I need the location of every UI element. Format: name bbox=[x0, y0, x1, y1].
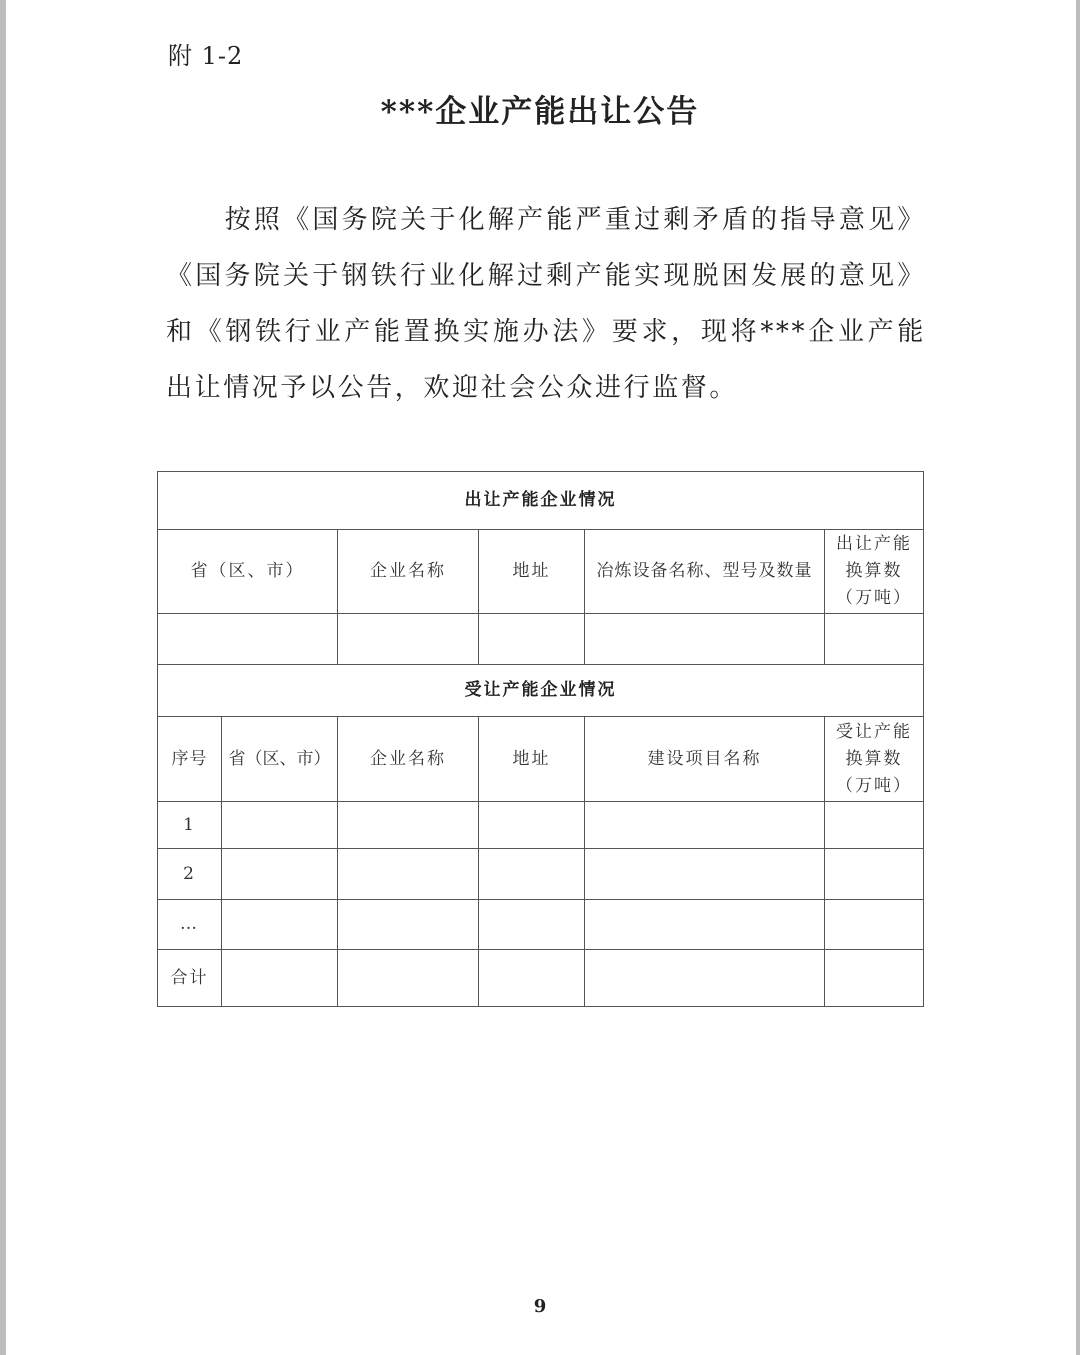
document-title: ***企业产能出让公告 bbox=[380, 94, 700, 130]
receive-cell[interactable] bbox=[338, 950, 479, 1007]
receive-row-total bbox=[158, 950, 924, 1007]
receive-cell[interactable] bbox=[338, 849, 479, 900]
transfer-section-title: 出让产能企业情况 bbox=[158, 472, 924, 530]
receive-cell[interactable] bbox=[222, 900, 338, 950]
receive-cell[interactable] bbox=[825, 802, 924, 849]
receive-cell[interactable] bbox=[585, 849, 825, 900]
transfer-header-province: 省（区、市） bbox=[158, 530, 338, 614]
body-paragraph bbox=[166, 192, 926, 416]
receive-cell[interactable] bbox=[479, 900, 585, 950]
transfer-cell-province[interactable] bbox=[158, 614, 338, 665]
page-number: 9 bbox=[533, 1296, 547, 1317]
receive-cell[interactable] bbox=[222, 849, 338, 900]
receive-cell[interactable] bbox=[825, 950, 924, 1007]
receive-header-project: 建设项目名称 bbox=[585, 717, 825, 802]
transfer-header-row bbox=[158, 530, 924, 614]
receive-cell[interactable] bbox=[585, 802, 825, 849]
row-label-1: 1 bbox=[158, 802, 222, 849]
transfer-cell-company[interactable] bbox=[338, 614, 479, 665]
transfer-header-address: 地址 bbox=[479, 530, 585, 614]
receive-header-index: 序号 bbox=[158, 717, 222, 802]
row-label-2: 2 bbox=[158, 849, 222, 900]
capacity-transfer-table bbox=[157, 471, 924, 1007]
row-label-ellipsis: … bbox=[158, 900, 222, 950]
receive-row-ellipsis bbox=[158, 900, 924, 950]
row-label-total: 合计 bbox=[158, 950, 222, 1007]
receive-cell[interactable] bbox=[585, 900, 825, 950]
transfer-capacity-line-3: （万吨） bbox=[836, 588, 913, 608]
receive-header-capacity bbox=[825, 717, 924, 802]
receive-row-1 bbox=[158, 802, 924, 849]
transfer-header-equipment: 冶炼设备名称、型号及数量 bbox=[585, 530, 825, 614]
receive-cell[interactable] bbox=[479, 802, 585, 849]
receive-cell[interactable] bbox=[825, 849, 924, 900]
receive-cell[interactable] bbox=[338, 802, 479, 849]
attachment-label: 附 1-2 bbox=[168, 42, 244, 70]
transfer-capacity-line-2: 换算数 bbox=[845, 561, 903, 581]
page-right-edge bbox=[1076, 0, 1080, 1355]
transfer-cell-equipment[interactable] bbox=[585, 614, 825, 665]
receive-section-title: 受让产能企业情况 bbox=[158, 665, 924, 717]
receive-capacity-line-2: 换算数 bbox=[845, 748, 903, 769]
receive-cell[interactable] bbox=[222, 802, 338, 849]
receive-cell[interactable] bbox=[338, 900, 479, 950]
receive-cell[interactable] bbox=[479, 849, 585, 900]
receive-capacity-line-3: （万吨） bbox=[836, 775, 913, 796]
receive-section-row bbox=[158, 665, 924, 717]
receive-cell[interactable] bbox=[222, 950, 338, 1007]
receive-header-company: 企业名称 bbox=[338, 717, 479, 802]
receive-header-row bbox=[158, 717, 924, 802]
transfer-data-row bbox=[158, 614, 924, 665]
transfer-section-row bbox=[158, 472, 924, 530]
paragraph-text: 按照《国务院关于化解产能严重过剩矛盾的指导意见》《国务院关于钢铁行业化解过剩产能实现脱困发展的意见》和《钢铁行业产能置换实施办法》要求，现将***企业产能出让情况予以公告，欢迎社会公众进行监督。 bbox=[166, 205, 926, 403]
transfer-capacity-line-1: 出让产能 bbox=[836, 534, 913, 554]
transfer-header-company: 企业名称 bbox=[338, 530, 479, 614]
receive-cell[interactable] bbox=[585, 950, 825, 1007]
transfer-header-capacity bbox=[825, 530, 924, 614]
receive-row-2 bbox=[158, 849, 924, 900]
page-left-edge bbox=[0, 0, 6, 1355]
transfer-cell-address[interactable] bbox=[479, 614, 585, 665]
receive-cell[interactable] bbox=[479, 950, 585, 1007]
receive-header-address: 地址 bbox=[479, 717, 585, 802]
receive-cell[interactable] bbox=[825, 900, 924, 950]
receive-header-province: 省（区、市） bbox=[222, 717, 338, 802]
receive-capacity-line-1: 受让产能 bbox=[836, 721, 913, 742]
transfer-cell-capacity[interactable] bbox=[825, 614, 924, 665]
